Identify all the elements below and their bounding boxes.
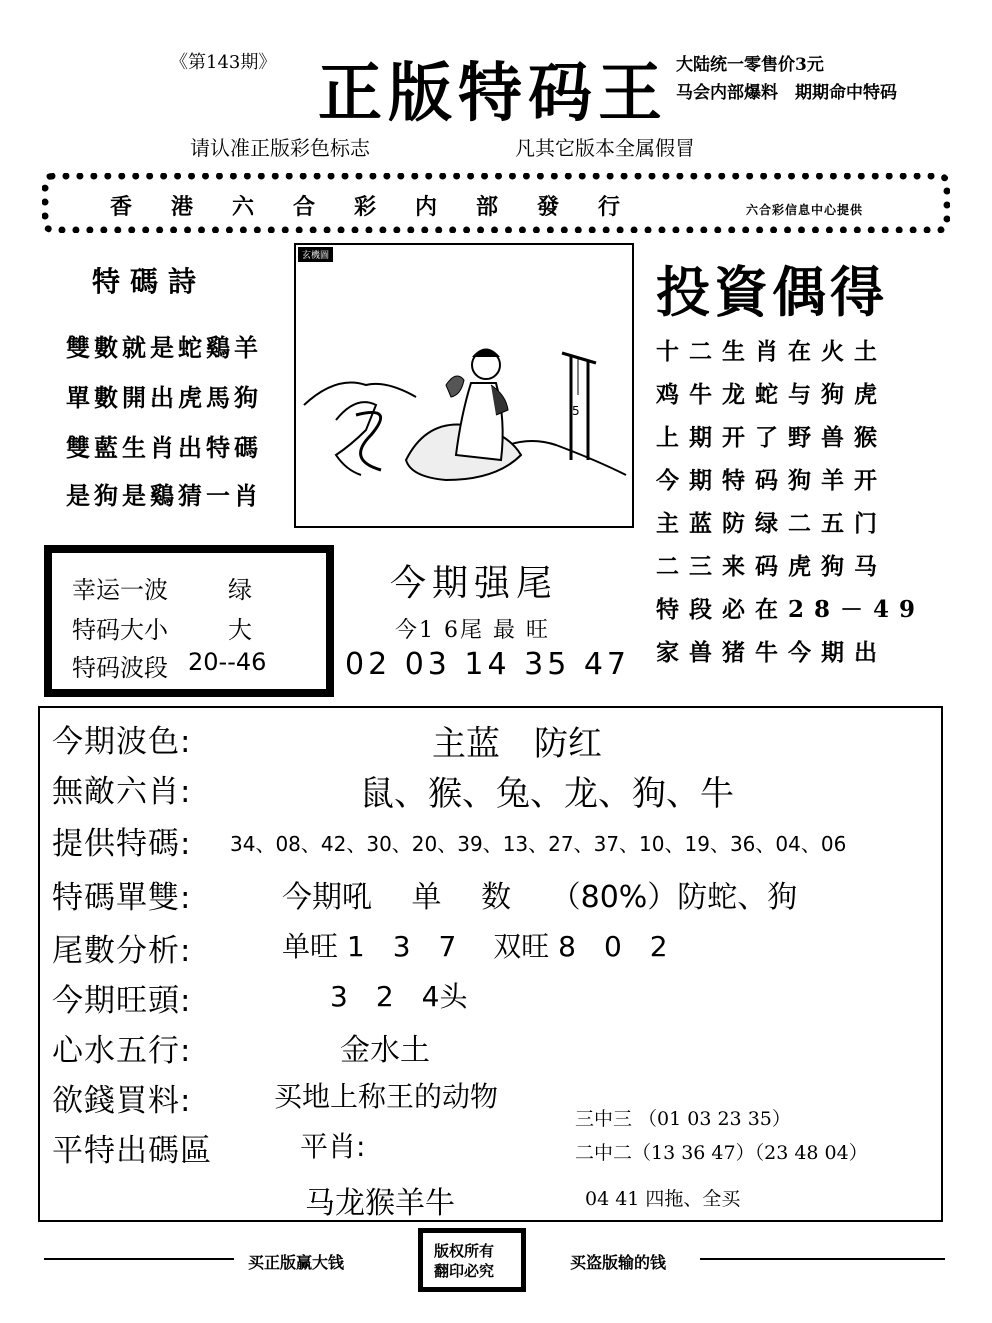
head-label: 今期旺頭: [52,983,192,1019]
buy-value: 买地上称王的动物 [274,1080,499,1113]
footer-left-text: 买正版赢大钱 [248,1253,345,1272]
flat-label: 平特出碼區 [52,1133,212,1169]
tail-analysis-value: 单旺 1 3 7 双旺 8 0 2 [282,930,668,963]
strong-tail-sub: 今1 6尾 最 旺 [395,618,550,643]
invest-line: 二三来码虎狗马 [656,553,887,580]
element-label: 心水五行: [52,1033,192,1069]
size-label: 特码大小 [72,616,168,644]
strong-tail-numbers: 02 03 14 35 47 [345,647,631,682]
invest-title: 投資偶得 [656,260,888,324]
flat-value: 马龙猴羊牛 [305,1186,455,1221]
footer-divider-left [44,1258,234,1260]
invest-line: 上期开了野兽猴 [656,424,887,451]
page-title: 正版特码王 [318,56,668,131]
illustration-frame [294,243,634,528]
lucky-wave-label: 幸运一波 [72,576,168,604]
banner-text: 香港六合彩内部發行 [110,194,660,220]
element-value: 金水土 [340,1033,430,1068]
odd-even-label: 特碼單雙: [52,880,192,916]
buy-label: 欲錢買料: [52,1083,192,1119]
footer-right-text: 买盗版输的钱 [570,1253,667,1272]
invest-line: 十二生肖在火土 [656,338,887,365]
special-code-value: 34、08、42、30、20、39、13、27、37、10、19、36、04、06 [230,832,847,856]
poem-line: 雙數就是蛇鷄羊 [66,333,262,362]
wave-color-label: 今期波色: [52,724,192,760]
poem-line: 雙藍生肖出特碼 [66,433,262,462]
invest-line: 家兽猪牛今期出 [656,639,887,666]
size-value: 大 [228,616,252,644]
invest-line: 鸡牛龙蛇与狗虎 [656,381,887,408]
illustration-label: 玄機圖 [298,247,333,262]
strong-tail-title: 今期强尾 [390,563,559,604]
head-value: 3 2 4头 [330,980,468,1013]
copyright-line-2: 翻印必究 [434,1262,495,1280]
wave-color-value: 主蓝 防红 [432,724,602,764]
lucky-wave-value: 绿 [228,576,252,604]
poem-line: 單數開出虎馬狗 [66,383,262,412]
poem-line: 是狗是鷄猜一肖 [66,481,262,510]
notice-fake: 凡其它版本全属假冒 [515,136,695,160]
footer-divider-right [700,1258,945,1260]
invest-line: 特段必在28－49 [656,596,926,623]
invest-line: 今期特码狗羊开 [656,467,887,494]
wave-segment-value: 20--46 [188,648,267,676]
poem-title: 特碼詩 [92,265,207,298]
special-code-label: 提供特碼: [52,826,192,862]
illustration [296,245,632,526]
wave-segment-label: 特码波段 [72,654,168,682]
three-hit: 三中三 （01 03 23 35） [575,1108,791,1130]
issue-number: 《第143期》 [170,52,277,73]
tagline-text: 马会内部爆料 期期命中特码 [676,83,897,103]
six-zodiac-label: 無敵六肖: [52,774,192,810]
notice-genuine: 请认准正版彩色标志 [190,136,370,160]
copyright-line-1: 版权所有 [434,1242,495,1260]
tail-analysis-label: 尾數分析: [52,933,192,969]
drag-text: 04 41 四拖、全买 [585,1188,741,1210]
invest-line: 主蓝防绿二五门 [656,510,887,537]
banner-source: 六合彩信息中心提供 [746,203,864,217]
svg-text:5: 5 [572,404,580,418]
flat-sub-label: 平肖: [300,1130,366,1163]
price-text: 大陆统一零售价3元 [676,55,824,75]
six-zodiac-value: 鼠、猴、兔、龙、狗、牛 [360,774,734,814]
odd-even-value: 今期吼 单 数 （80%）防蛇、狗 [282,880,798,915]
two-hit: 二中二（13 36 47）（23 48 04） [575,1142,868,1164]
